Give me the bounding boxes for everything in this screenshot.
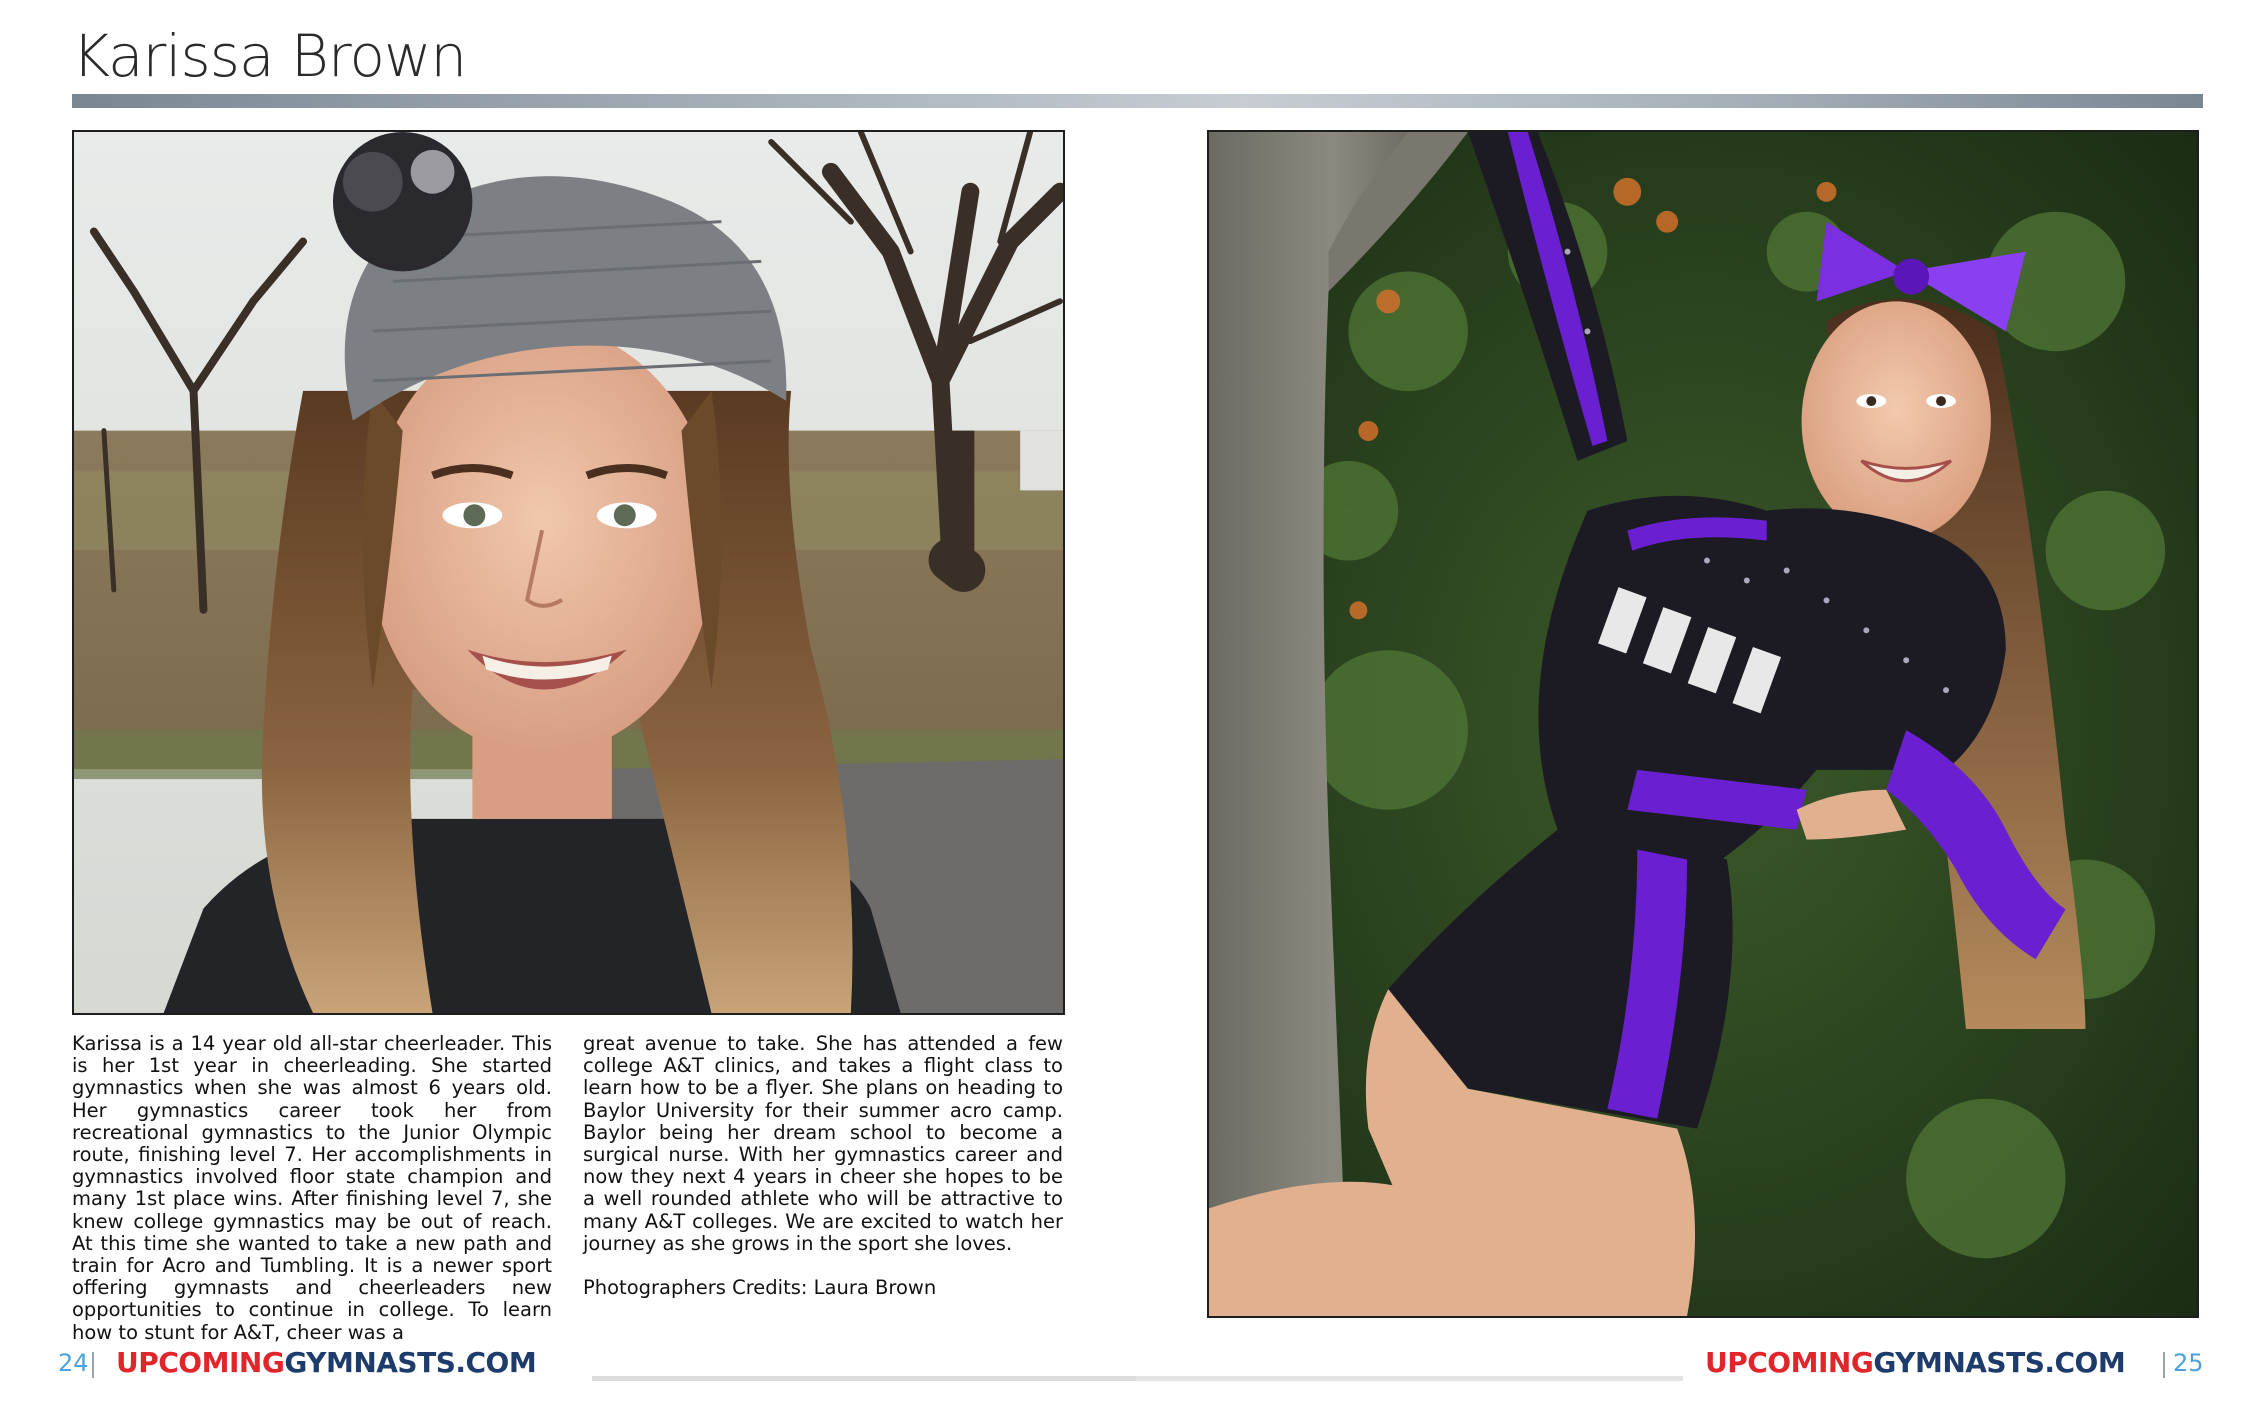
brand-link-left[interactable] — [116, 1346, 536, 1379]
page-number-right: 25 — [2173, 1349, 2204, 1377]
brand-part-gymnasts: GYMNASTS.COM — [284, 1346, 537, 1379]
title-rule — [72, 94, 2203, 108]
portrait-photo-image — [74, 132, 1063, 1013]
page-number-left: 24 — [58, 1349, 89, 1377]
brand-part-upcoming: UPCOMING — [116, 1346, 285, 1379]
article-column-2: great avenue to take. She has attended a few college A&T clinics, and takes a flight class to learn how to be a flyer. She plans on heading to Baylor University for their summer acro camp. Baylor being her dream school to become a surgical nurse. With her gymnastics career and now they next 4 years in cheer she hopes to be a well rounded athlete who will be attractive to many A&T colleges. We are excited to watch her journey as she grows in the sport she loves. — [583, 1032, 1063, 1255]
footer-rule-left — [592, 1376, 1136, 1381]
footer-rule-right — [1136, 1376, 1683, 1381]
brand-link-right[interactable] — [1705, 1346, 2125, 1379]
cheer-uniform-photo-image — [1209, 132, 2197, 1316]
cheer-uniform-photo — [1207, 130, 2199, 1318]
brand-part-upcoming: UPCOMING — [1705, 1346, 1874, 1379]
page-number-divider-right — [2163, 1352, 2165, 1378]
photo-credits: Photographers Credits: Laura Brown — [583, 1276, 937, 1299]
article-column-1: Karissa is a 14 year old all-star cheerleader. This is her 1st year in cheerleading. She started gymnastics when she was almost 6 years old. Her gymnastics career took her from recreational gymnastics to the Junior Olympic route, finishing level 7. Her accomplishments in gymnastics involved floor state champion and many 1st place wins. After finishing level 7, she knew college gymnastics may be out of reach. At this time she wanted to take a new path and train for Acro and Tumbling. It is a newer sport offering gymnasts and cheerleaders new opportunities to continue in college. To learn how to stunt for A&T, cheer was a — [72, 1032, 552, 1344]
brand-part-gymnasts: GYMNASTS.COM — [1873, 1346, 2126, 1379]
page-number-divider-left — [92, 1352, 94, 1378]
page-title: Karissa Brown — [72, 22, 467, 90]
portrait-photo — [72, 130, 1065, 1015]
